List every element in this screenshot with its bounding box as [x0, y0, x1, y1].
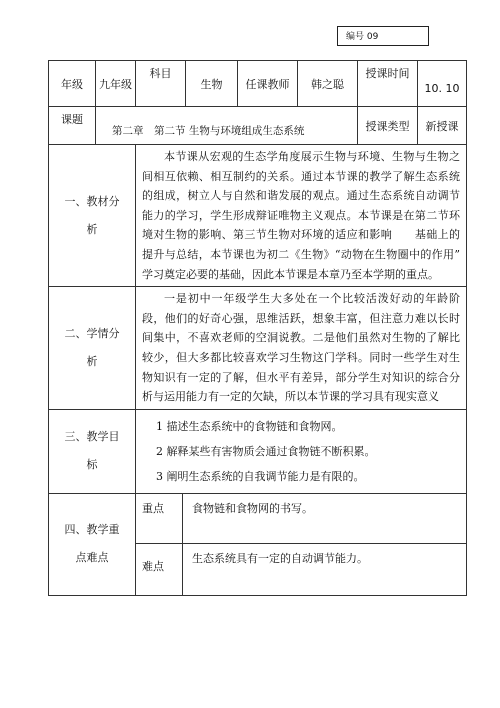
key-difficult-points-label: 四、教学重点难点 [49, 493, 136, 595]
teacher-label: 任课教师 [238, 61, 298, 107]
lesson-type-value: 新授课 [418, 107, 467, 145]
goal-item: 1 描述生态系统中的食物链和食物网。 [156, 419, 343, 433]
teaching-goals-row [49, 409, 467, 493]
goal-item: 3 阐明生态系统的自我调节能力是有限的。 [156, 469, 365, 483]
topic-value: 第二章 第二节 生物与环境组成生态系统 [96, 107, 358, 145]
topic-row [49, 107, 467, 145]
textbook-analysis-text: 本节课从宏观的生态学角度展示生物与环境、生物与生物之间相互依赖、相互制约的关系。通过本节课的教学了解生态系统的组成，树立人与自然和谐发展的观点。通过生态系统自动调节能力的学习，学生形成辩证唯物主义观点。本节课是在第二节环境对生物的影响、第三节生物对环境的适应和影响 基础上的 提升与总结，本节课也为初二《生物》“动物在生物圈中的作用” 学习奠定必要的基础，因此本节课是本章乃至本学期的重点。 [136, 145, 467, 287]
key-point-text: 食物链和食物网的书写。 [192, 501, 313, 515]
key-point-cell [136, 493, 467, 543]
subject-label: 科目 [136, 61, 186, 107]
goal-item: 2 解释某些有害物质会通过食物链不断积累。 [156, 444, 376, 458]
student-analysis-row [49, 287, 467, 410]
textbook-analysis-label: 一、教材分析 [49, 145, 136, 287]
time-value: 10. 10 [418, 61, 467, 107]
student-analysis-label: 二、学情分析 [49, 287, 136, 410]
key-point-label: 重点 [142, 501, 164, 515]
textbook-analysis-row [49, 145, 467, 287]
info-row [49, 61, 467, 107]
teaching-goals-label: 三、教学目标 [49, 409, 136, 493]
key-point-row [49, 493, 467, 543]
record-number: 编号 09 [337, 26, 429, 46]
teacher-value: 韩之聪 [298, 61, 358, 107]
topic-label: 课题 [49, 107, 96, 145]
lesson-type-label: 授课类型 [358, 107, 418, 145]
teaching-goals-list [136, 409, 467, 493]
grade-label: 年级 [49, 61, 96, 107]
student-analysis-text: 一是初中一年级学生大多处在一个比较活泼好动的年龄阶段，他们的好奇心强，思维活跃，想象丰富，但注意力难以长时间集中，不喜欢老师的空洞说教。二是他们虽然对生物的了解比较少，但大多都比较喜欢学习生物这门学科。同时一些学生对生物知识有一定的了解，但水平有差异，部分学生对知识的综合分析与运用能力有一定的欠缺，所以本节课的学习具有现实意义 [136, 287, 467, 410]
difficult-point-label: 难点 [142, 559, 164, 573]
grade-value: 九年级 [96, 61, 136, 107]
subject-value: 生物 [186, 61, 238, 107]
lesson-plan-table [48, 60, 475, 596]
difficult-point-cell [136, 543, 467, 595]
time-label: 授课时间 [358, 61, 418, 107]
difficult-point-text: 生态系统具有一定的自动调节能力。 [192, 551, 368, 565]
